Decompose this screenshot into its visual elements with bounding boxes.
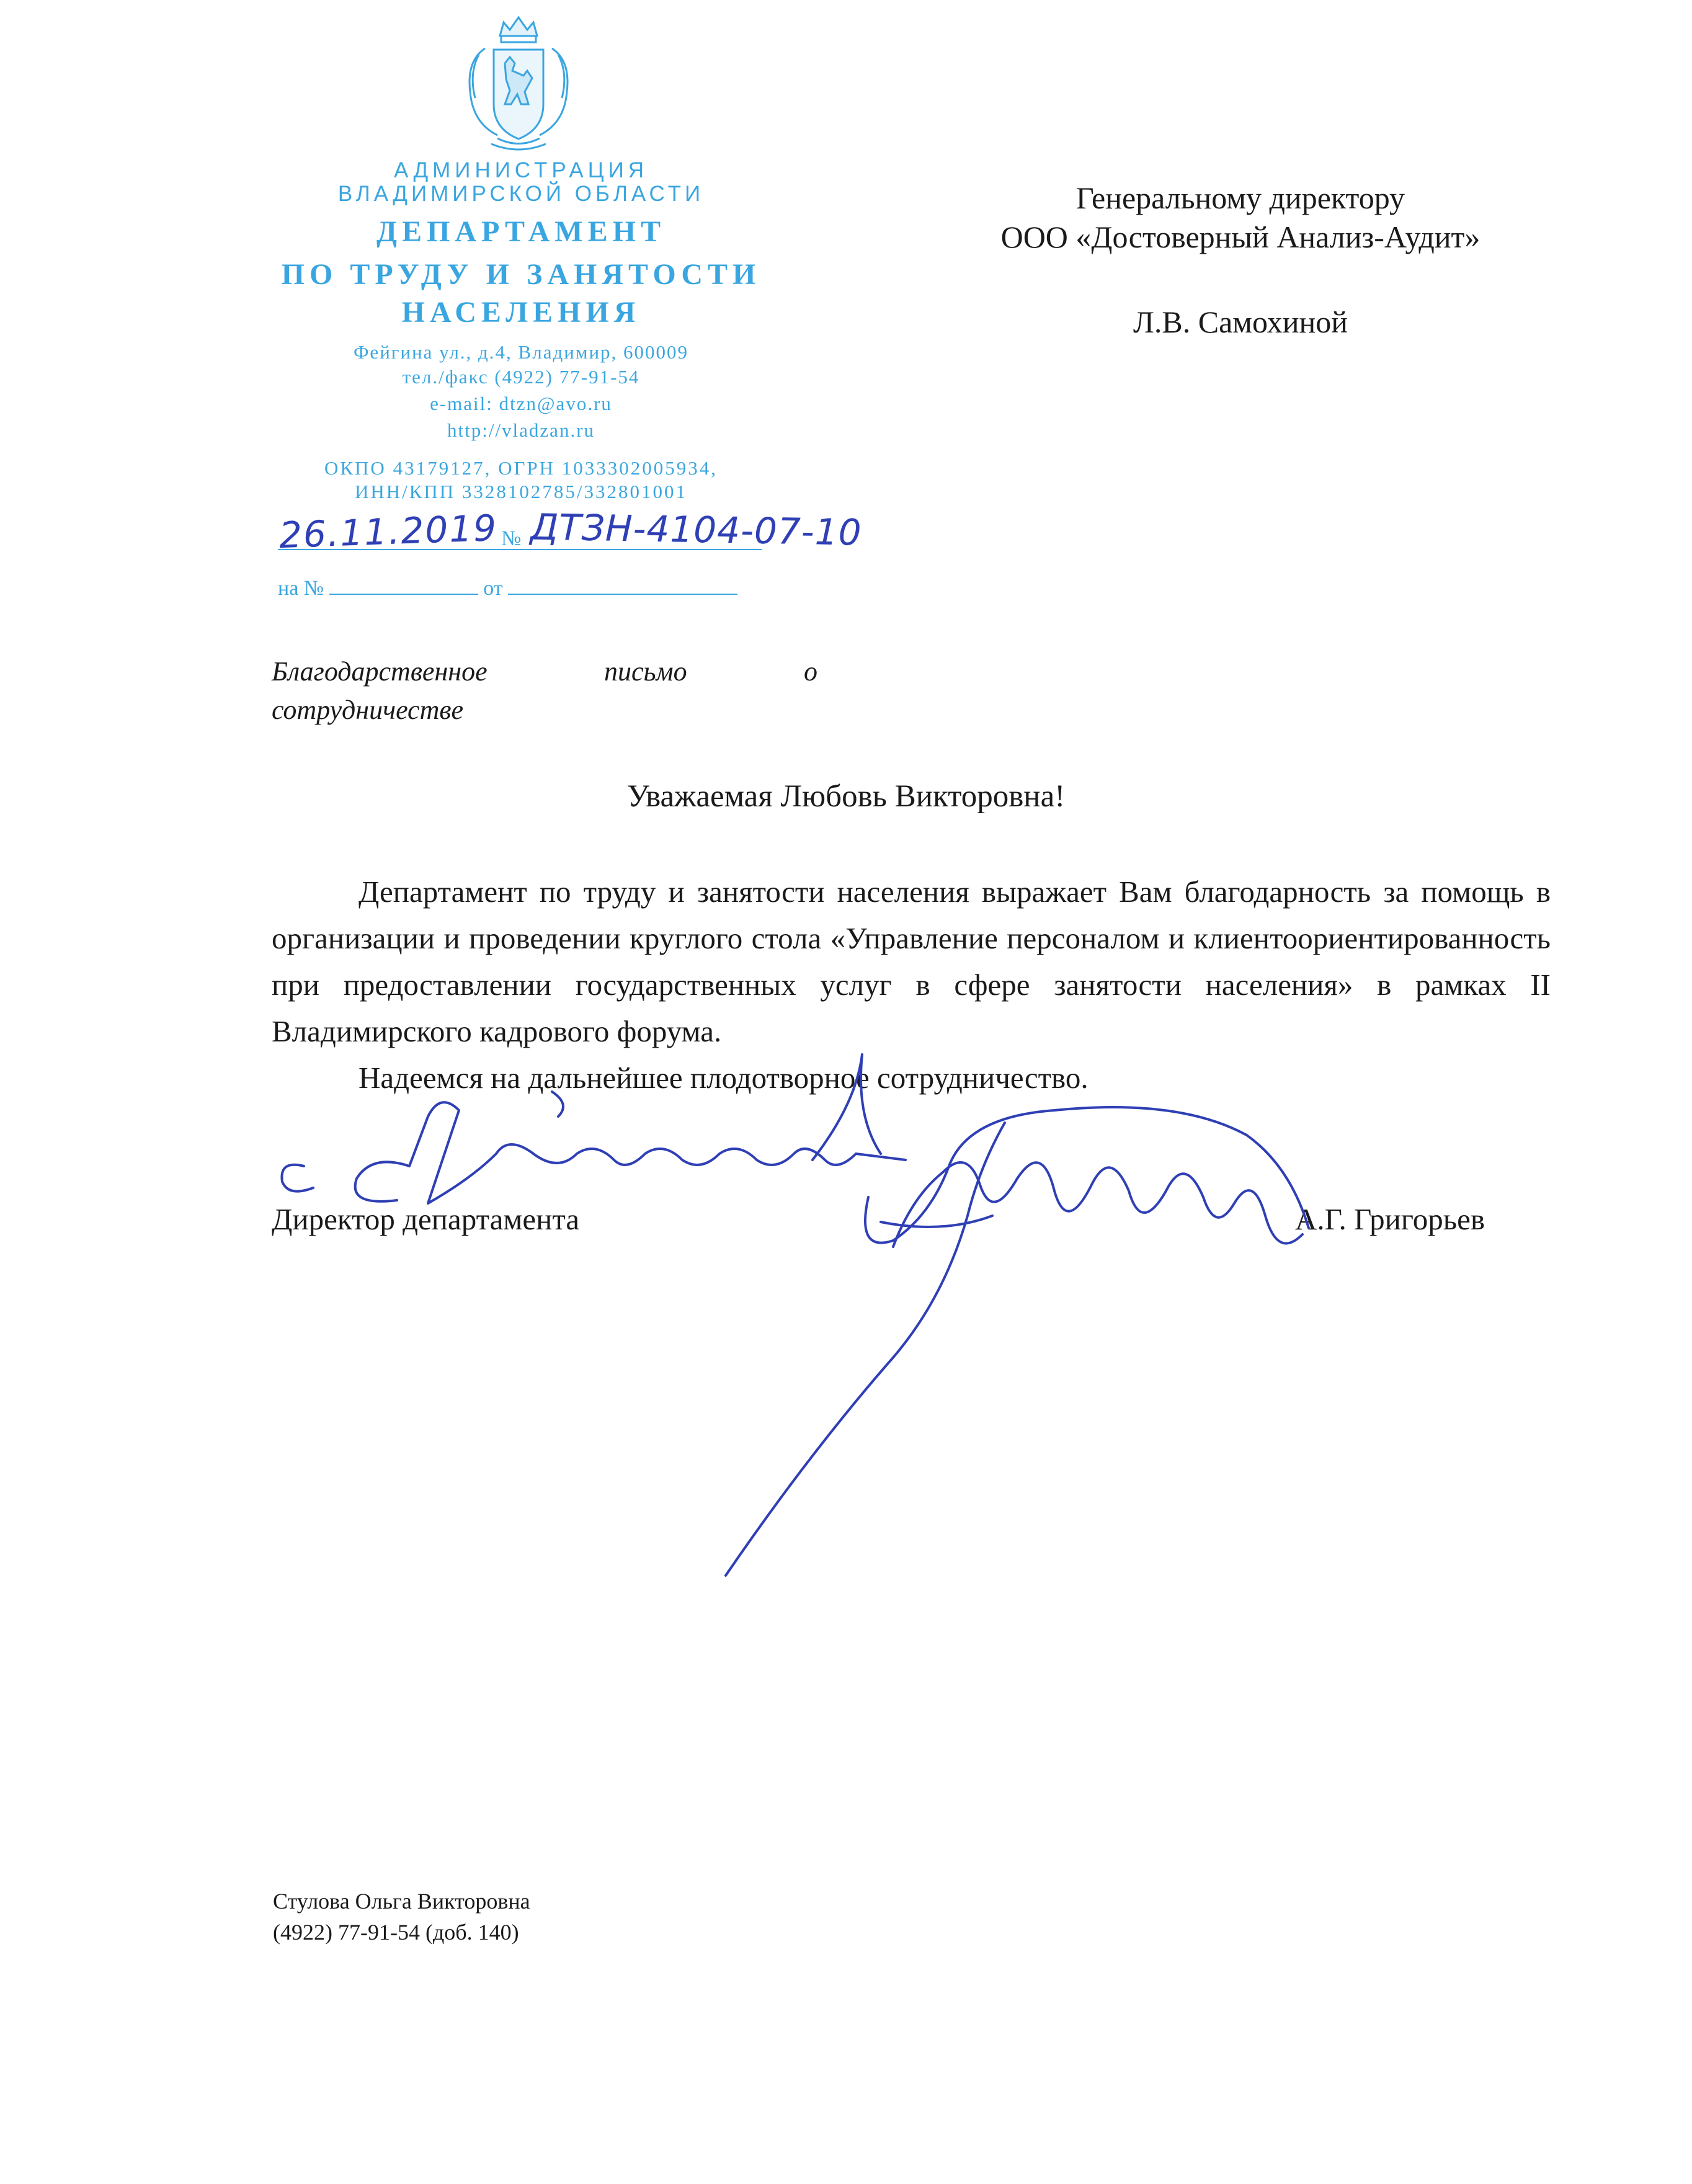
reference-number-label: на № <box>278 577 324 600</box>
letterhead-dept-line2: ПО ТРУДУ И ЗАНЯТОСТИ <box>281 258 761 291</box>
reference-from-label: от <box>483 577 503 600</box>
letterhead-dept-line3: НАСЕЛЕНИЯ <box>401 296 641 329</box>
subject-word-1: Благодарственное <box>272 656 488 687</box>
executor-phone: (4922) 77-91-54 (доб. 140) <box>273 1920 519 1945</box>
addressee-name: Л.В. Самохиной <box>1133 305 1348 339</box>
subject-word-2: письмо <box>604 656 687 687</box>
executor-block <box>273 1886 530 1948</box>
letterhead-admin-line1: АДМИНИСТРАЦИЯ <box>393 158 649 182</box>
letter-subject <box>272 653 817 729</box>
letter-body <box>272 868 1551 1101</box>
letterhead-okpo: ОКПО 43179127, ОГРН 1033302005934, <box>324 457 718 479</box>
registration-number: ДТЗН-4104-07-10 <box>530 506 863 554</box>
letterhead-address: Фейгина ул., д.4, Владимир, 600009 <box>353 341 689 363</box>
body-paragraph-2: Надеемся на дальнейшее плодотворное сотрудничество. <box>358 1061 1089 1095</box>
reference-date-blank <box>508 579 737 595</box>
registration-date: 26.11.2019 <box>278 506 499 557</box>
subject-line-2: сотрудничестве <box>272 695 463 725</box>
letterhead-website: http://vladzan.ru <box>447 419 595 441</box>
letterhead-phone: тел./факс (4922) 77-91-54 <box>402 366 640 388</box>
executor-name: Стулова Ольга Викторовна <box>273 1889 530 1914</box>
letterhead-email: e-mail: dtzn@avo.ru <box>430 393 612 414</box>
registration-number-label: № <box>501 527 522 550</box>
subject-word-3: о <box>804 656 817 687</box>
reference-number-blank <box>329 579 478 595</box>
signer-name: А.Г. Григорьев <box>1295 1202 1485 1236</box>
greeting: Уважаемая Любовь Викторовна! <box>626 779 1066 814</box>
letterhead-inn: ИНН/КПП 3328102785/332801001 <box>354 481 688 502</box>
signer-title: Директор департамента <box>272 1202 580 1236</box>
reference-row <box>278 577 737 600</box>
letterhead-admin-line2: ВЛАДИМИРСКОЙ ОБЛАСТИ <box>337 182 705 206</box>
letterhead-dept-line1: ДЕПАРТАМЕНТ <box>376 215 666 248</box>
addressee-position: Генеральному директору <box>1075 181 1405 215</box>
coat-of-arms-icon <box>448 11 589 153</box>
addressee-company: ООО «Достоверный Анализ-Аудит» <box>1000 220 1480 254</box>
body-paragraph-1: Департамент по труду и занятости населения выражает Вам благодарность за помощь в организации и проведении круглого стола «Управление персоналом и клиентоориентированность при предоставлении государственных услуг в сфере занятости населения» в рамках II Владимирского кадрового форума. <box>272 875 1551 1048</box>
